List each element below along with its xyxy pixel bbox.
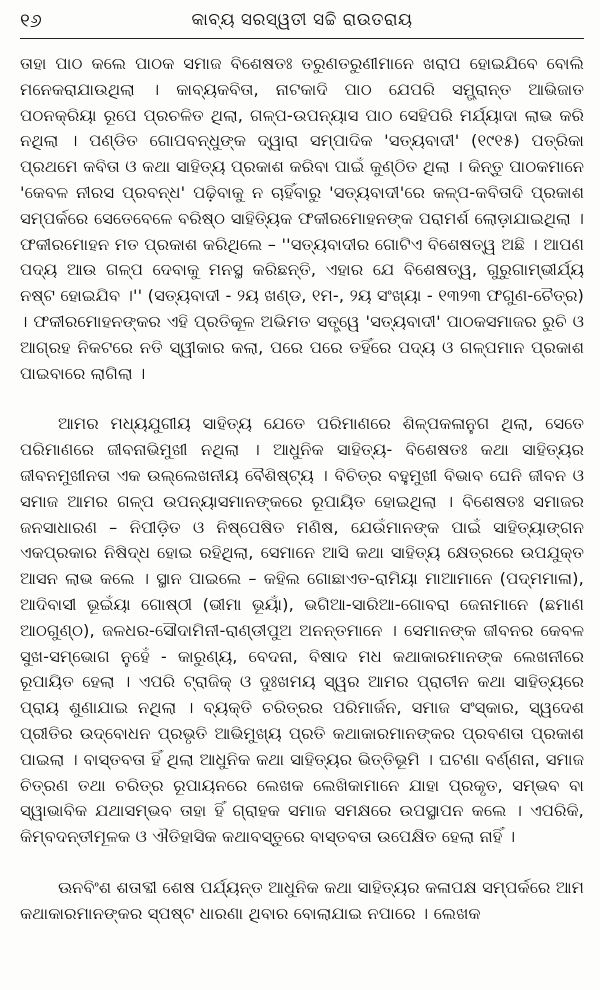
paragraph: ତାହା ପାଠ କଲେ ପାଠକ ସମାଜ ବିଶେଷତଃ ତରୁଣତରୁଣୀମାନେ ଖରାପ ହୋଇଯିବେ ବୋଲି ମନେକରାଯାଉଥିଲା । କାବ୍ୟକବିତା, ନାଟକାଦି ପାଠ ଯେପରି ସମ୍ଭ୍ରାନ୍ତ ଆଭିଜାତ ପଠନକ୍ରିୟା ରୂପେ ପ୍ରଚଳିତ ଥିଲା, ଗଳ୍ପ-ଉପନ୍ୟାସ ପାଠ ସେହିପରି ମର୍ଯ୍ୟାଦା ଲାଭ କରି ନଥିଲା । ପଣ୍ଡିତ ଗୋପବନ୍ଧୁଙ୍କ ଦ୍ୱାରା ସମ୍ପାଦିକ 'ସତ୍ୟବାଦୀ' (୧୯୧୫) ପତ୍ରିକା ପ୍ରଥମେ କବିତା ଓ କଥା ସାହିତ୍ୟ ପ୍ରକାଶ କରିବା ପାଇଁ କୁଣ୍ଠିତ ଥିଲା । କିନ୍ତୁ ପାଠକମାନେ 'କେବଳ ନୀରସ ପ୍ରବନ୍ଧ' ପଢ଼ିବାକୁ ନ ଚାହିଁବାରୁ 'ସତ୍ୟବାଦୀ'ରେ କଳ୍ପ-କବିତାଦି ପ୍ରକାଶ ସମ୍ପର୍କରେ ସେତେବେଳେ ବରିଷ୍ଠ ସାହିତ୍ୟିକ ଫକୀରମୋହନଙ୍କ ପରାମର୍ଶ ଲୋଡ଼ାଯାଇଥିଲା । ଫକୀରମୋହନ ମତ ପ୍ରକାଶ କରିଥିଲେ – ''ସତ୍ୟବାଦୀର ଗୋଟିଏ ବିଶେଷତ୍ୱ ଅଛି । ଆପଣ ପଦ୍ୟ ଆଉ ଗଳ୍ପ ଦେବାକୁ ମନସ୍ଥ କରିଛନ୍ତି, ଏହାର ଯେ ବିଶେଷତ୍ୱ, ଗୁରୁଗାମ୍ଭୀର୍ଯ୍ୟ ନଷ୍ଟ ହୋଇଯିବ ।'' (ସତ୍ୟବାଦୀ - ୨ୟ ଖଣ୍ଡ, ୧ମ-, ୨ୟ ସଂଖ୍ୟା - ୧୩୨୩ ଫଗୁଣ-ଚୈତ୍ର) । ଫକୀରମୋହନଙ୍କର ଏହି ପ୍ରତିକୂଳ ଅଭିମତ ସତ୍ତ୍ୱେ 'ସତ୍ୟବାଦୀ' ପାଠକସମାଜର ରୁଚି ଓ ଆଗ୍ରହ ନିକଟରେ ନତି ସ୍ୱୀକାର କଲା, ପରେ ପରେ ତହିଁରେ ପଦ୍ୟ ଓ ଗଳ୍ପମାନ ପ୍ରକାଶ ପାଇବାରେ ଲାଗିଲା । — [20, 54, 584, 383]
page-header — [20, 8, 584, 39]
body-text — [20, 51, 584, 927]
paragraph: ଆମର ମଧ୍ୟଯୁଗୀୟ ସାହିତ୍ୟ ଯେତେ ପରିମାଣରେ ଶିଳ୍ପକଳାନୁଗ ଥିଲା, ସେତେ ପରିମାଣରେ ଜୀବନାଭିମୁଖୀ ନଥିଲା । ଆଧୁନିକ ସାହିତ୍ୟ- ବିଶେଷତଃ କଥା ସାହିତ୍ୟର ଜୀବନମୁଖୀନତା ଏକ ଉଲ୍ଲେଖନୀୟ ବୈଶିଷ୍ଟ୍ୟ । ବିଚିତ୍ର ବହୁମୁଖୀ ବିଭାବ ଘେନି ଜୀବନ ଓ ସମାଜ ଆମର ଗଳ୍ପ ଉପନ୍ୟାସମାନଙ୍କରେ ରୂପାୟିତ ହୋଇଥିଲା । ବିଶେଷତଃ ସମାଜର ଜନସାଧାରଣ – ନିପୀଡ଼ିତ ଓ ନିଷ୍ପେଷିତ ମଣିଷ, ଯେଉଁମାନଙ୍କ ପାଇଁ ସାହିତ୍ୟାଙ୍ଗନ ଏକପ୍ରକାର ନିଷିଦ୍ଧ ହୋଇ ରହିଥିଲା, ସେମାନେ ଆସି କଥା ସାହିତ୍ୟ କ୍ଷେତ୍ରରେ ଉପଯୁକ୍ତ ଆସନ ଲାଭ କଲେ । ସ୍ଥାନ ପାଇଲେ – କହିଲ ଗୋଛାଏତ-ରାମିୟା ମାଆମାନେ (ପଦ୍ମମାଳା), ଆଦିବାସୀ ଭୂଇଁୟା ଗୋଷ୍ଠୀ (ଭୀମା ଭୂୟାଁ), ଭଗିଆ-ସାରିଆ-ଗୋବରା ଜେନାମାନେ (ଛମାଣ ଆଠଗୁଣ୍ଠ), ଜଳଧର-ସୌଦାମିନୀ-ରାଣ୍ଡୀପୁଅ ଅନନ୍ତମାନେ । ସେମାନଙ୍କ ଜୀବନର କେବଳ ସୁଖ-ସମ୍ଭୋଗ ନୁହେଁ - କାରୁଣ୍ୟ, ବେଦନା, ବିଷାଦ ମଧ କଥାକାରମାନଙ୍କ ଲେଖନୀରେ ରୂପାୟିତ ହେଲା । ଏପରି ଟ୍ରାଜିକ୍ ଓ ଦୁଃଖମୟ ସ୍ୱର ଆମର ପ୍ରାଚୀନ କଥା ସାହିତ୍ୟରେ ପ୍ରାୟ ଶୁଣାଯାଇ ନଥିଲା । ବ୍ୟକ୍ତି ଚରିତ୍ରର ପରିମାର୍ଜନ, ସମାଜ ସଂସ୍କାର, ସ୍ୱଦେଶ ପ୍ରୀତିର ଉଦ୍‌ବୋଧନ ପ୍ରଭୃତି ଆଭିମୁଖ୍ୟ ପ୍ରତି କଥାକାରମାନଙ୍କର ପ୍ରବଣତା ପ୍ରକାଶ ପାଇଲା । ବାସ୍ତବତା ହିଁ ଥିଲା ଆଧୁନିକ କଥା ସାହିତ୍ୟର ଭିତ୍ତିଭୂମି । ଘଟଣା ବର୍ଣ୍ଣନା, ସମାଜ ଚିତ୍ରଣ ତଥା ଚରିତ୍ର ରୂପାୟନରେ ଲେଖକ ଲେଖିକାମାନେ ଯାହା ପ୍ରକୃତ, ସମ୍ଭବ ବା ସ୍ୱାଭାବିକ ଯଥାସମ୍ଭବ ତାହା ହିଁ ଗ୍ରାହକ ସମାଜ ସମକ୍ଷରେ ଉପସ୍ଥାପନ କଲେ । ଏପରିକି, କିମ୍ବଦନ୍ତୀମୂଳକ ଓ ଐତିହାସିକ କଥାବସ୍ତୁରେ ବାସ୍ତବତା ଉପେକ୍ଷିତ ହେଲା ନାହିଁ । — [20, 414, 584, 847]
running-title: କାବ୍ୟ ସରସ୍ୱତୀ ସଚ୍ଚି ରାଉତରାୟ — [191, 10, 413, 30]
paragraph: ଊନବିଂଶ ଶତାବ୍ଦୀ ଶେଷ ପର୍ଯ୍ୟନ୍ତ ଆଧୁନିକ କଥା ସାହିତ୍ୟର କଳାପକ୍ଷ ସମ୍ପର୍କରେ ଆମ କଥାକାରମାନଙ୍କର ସ୍ପଷ୍ଟ ଧାରଣା ଥିବାର ବୋଲାଯାଇ ନପାରେ । ଲେଖକ — [20, 877, 584, 923]
page-number: ୧୬ — [20, 10, 42, 32]
